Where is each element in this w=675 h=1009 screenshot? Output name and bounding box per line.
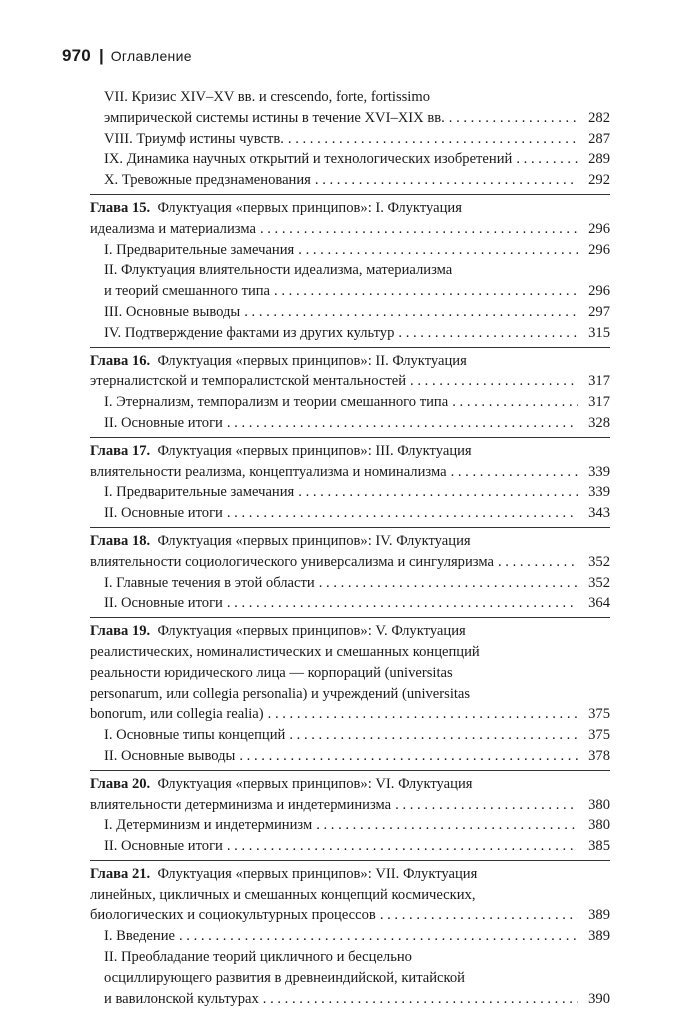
dot-leader [244,302,578,323]
dot-leader [179,926,578,947]
toc-entry-text: VII. Кризис XIV–XV вв. и crescendo, forte, fortissimo [104,89,431,105]
toc-entry-text: Флуктуация «первых принципов»: V. Флуктуация [157,623,466,640]
dot-leader [227,593,578,614]
toc-entry-line [90,441,610,462]
toc-entry-text: этерналистской и темпоралистской ментальностей [90,373,407,390]
toc-chapter-entry[interactable] [90,527,610,573]
toc-entry-text: влиятельности детерминизма и индетерминизма [90,796,392,813]
toc-entry-last-line [104,149,610,170]
toc-chapter-entry[interactable] [90,194,610,240]
toc-entry-last-line [104,746,610,767]
toc-section-entry[interactable] [90,170,610,191]
toc-page-number[interactable]: 352 [588,574,610,591]
toc-entry-last-line [104,323,610,344]
toc-entry-last-line [104,815,610,836]
toc-entry-text: Флуктуация «первых принципов»: IV. Флуктуация [157,532,471,549]
toc-page-number[interactable]: 296 [588,283,610,300]
toc-entry-text: III. Основные выводы [104,303,241,320]
chapter-label: Глава 15. [90,199,151,216]
toc-entry-text: осциллирующего развития в древнеиндийской, китайской [104,969,465,986]
toc-section-entry[interactable] [90,129,610,150]
toc-section-entry[interactable] [90,573,610,594]
toc-entry-last-line [104,503,610,524]
toc-section-entry[interactable] [90,240,610,261]
toc-entry-last-line [104,129,610,150]
toc-entry-text: I. Основные типы концепций [104,727,286,744]
toc-chapter-entry[interactable] [90,617,610,725]
toc-entry-text: IV. Подтверждение фактами из других культур [104,324,395,341]
dot-leader [315,170,578,191]
dot-leader [452,392,578,413]
toc-entry-text: влиятельности реализма, концептуализма и номинализма [90,463,447,480]
toc-entry-text: VIII. Триумф истины чувств. [104,130,284,147]
toc-entry-last-line [90,905,610,926]
toc-entry-line [90,531,610,552]
dot-leader [298,240,578,261]
chapter-label: Глава 20. [90,775,151,792]
toc-entry-last-line [90,371,610,392]
toc-page-number[interactable]: 385 [588,838,610,855]
toc-entry-last-line [104,573,610,594]
toc-entry-text: II. Преобладание теорий цикличного и бесцельно [104,949,412,966]
toc-entry-text: линейных, цикличных и смешанных концепций космических, [90,886,476,903]
toc-section-entry[interactable] [90,815,610,836]
toc-entry-line [90,774,610,795]
toc-entry-text: personarum, или collegia personalia) и учреждений (universitas [90,685,471,702]
toc-entry-text: IX. Динамика научных открытий и технологических изобретений [104,151,513,168]
toc-entry-last-line [104,836,610,857]
dot-leader [410,371,578,392]
toc-entry-line [104,947,610,968]
dot-leader [451,462,578,483]
toc-page-number[interactable]: 375 [588,706,610,723]
toc-section-entry[interactable] [90,149,610,170]
toc-entry-text: влиятельности социологического универсализма и сингуляризма [90,553,494,570]
toc-entry-last-line [90,552,610,573]
dot-leader [274,281,578,302]
dot-leader [227,503,578,524]
dot-leader [380,905,578,926]
dot-leader [316,815,578,836]
toc-section-entry[interactable] [90,836,610,857]
toc-section-entry[interactable] [90,392,610,413]
toc-page-number[interactable]: 389 [588,907,610,924]
dot-leader [319,573,578,594]
toc-entry-last-line [90,219,610,240]
header-separator: | [98,46,104,65]
toc-section-entry[interactable] [90,87,610,129]
toc-chapter-entry[interactable] [90,860,610,926]
dot-leader [298,482,578,503]
page-number: 970 [62,46,91,65]
toc-entry-line [104,87,610,108]
dot-leader [263,989,578,1009]
toc-page-number[interactable]: 380 [588,817,610,834]
running-header [62,46,192,70]
toc-page-number[interactable]: 287 [588,130,610,147]
toc-entry-line [90,198,610,219]
toc-page-number[interactable]: 378 [588,747,610,764]
toc-page-number[interactable]: 282 [588,109,610,126]
toc-page-number[interactable]: 375 [588,727,610,744]
toc-entry-line [104,260,610,281]
toc-entry-line [90,684,610,705]
toc-entry-text: Флуктуация «первых принципов»: II. Флуктуация [157,352,467,369]
toc-entry-last-line [104,302,610,323]
toc-entry-last-line [90,795,610,816]
toc-entry-line [90,663,610,684]
toc-chapter-entry[interactable] [90,437,610,483]
toc-chapter-entry[interactable] [90,347,610,393]
toc-chapter-entry[interactable] [90,770,610,816]
toc-entry-text: II. Флуктуация влиятельности идеализма, материализма [104,262,453,279]
toc-entry-text: II. Основные итоги [104,838,223,855]
toc-page-number[interactable]: 296 [588,241,610,258]
toc-page-number[interactable]: 343 [588,505,610,522]
toc-entry-last-line [104,281,610,302]
chapter-label: Глава 21. [90,865,151,882]
toc-entry-text: II. Основные итоги [104,595,223,612]
toc-entry-last-line [104,593,610,614]
toc-entry-text: биологических и социокультурных процессов [90,907,376,924]
toc-page-number[interactable]: 352 [588,553,610,570]
chapter-label: Глава 19. [90,623,151,640]
toc-entry-text: Флуктуация «первых принципов»: III. Флуктуация [157,442,472,459]
toc-page-number[interactable]: 289 [588,151,610,168]
toc-entry-text: I. Предварительные замечания [104,484,295,501]
toc-entry-text: Флуктуация «первых принципов»: I. Флуктуация [157,199,462,216]
dot-leader [260,219,578,240]
toc-page-number[interactable]: 297 [588,303,610,320]
toc-entry-last-line [104,170,610,191]
toc-section-entry[interactable] [90,302,610,323]
toc-page-number[interactable]: 364 [588,595,610,612]
toc-entry-last-line [104,413,610,434]
dot-leader [498,552,578,573]
toc-entry-line [90,885,610,906]
dot-leader [227,413,578,434]
dot-leader [288,129,578,150]
toc-entry-text: реалистических, номиналистических и смешанных концепций [90,643,480,660]
chapter-label: Глава 18. [90,532,151,549]
toc-section-entry[interactable] [90,482,610,503]
running-title: Оглавление [110,48,192,64]
toc-page-number[interactable]: 315 [588,324,610,341]
toc-entry-last-line [90,704,610,725]
toc-entry-text: I. Предварительные замечания [104,241,295,258]
toc-entry-text: эмпирической системы истины в течение XVI–XIX вв. [104,109,445,126]
toc-section-entry[interactable] [90,746,610,767]
toc-entry-text: Флуктуация «первых принципов»: VII. Флуктуация [157,865,478,882]
toc-section-entry[interactable] [90,323,610,344]
toc-entry-last-line [104,392,610,413]
toc-page-number[interactable]: 339 [588,463,610,480]
toc-section-entry[interactable] [90,260,610,302]
toc-entry-last-line [104,108,610,129]
toc-entry-last-line [104,482,610,503]
toc-entry-last-line [104,725,610,746]
toc-page-number[interactable]: 296 [588,220,610,237]
dot-leader [449,108,578,129]
toc-entry-line [104,968,610,989]
dot-leader [395,795,578,816]
toc-section-entry[interactable] [90,926,610,947]
toc-entry-text: X. Тревожные предзнаменования [104,172,311,189]
toc-page-number[interactable]: 339 [588,484,610,501]
toc-entry-text: идеализма и материализма [90,220,256,237]
toc-entry-last-line [104,240,610,261]
toc-section-entry[interactable] [90,593,610,614]
toc-entry-line [90,642,610,663]
toc-page-number[interactable]: 317 [588,373,610,390]
chapter-label: Глава 16. [90,352,151,369]
toc-entry-text: и теорий смешанного типа [104,283,271,300]
toc-entry-last-line [90,462,610,483]
toc-section-entry[interactable] [90,503,610,524]
toc-entry-text: I. Введение [104,928,175,945]
toc-page-number[interactable]: 292 [588,172,610,189]
dot-leader [268,704,578,725]
toc-entry-last-line [104,926,610,947]
chapter-label: Глава 17. [90,442,151,459]
toc-entry-line [90,351,610,372]
toc-page-number[interactable]: 380 [588,796,610,813]
dot-leader [398,323,578,344]
toc-section-entry[interactable] [90,413,610,434]
toc-page-number[interactable]: 390 [588,990,610,1007]
toc-page-number[interactable]: 389 [588,928,610,945]
dot-leader [227,836,578,857]
toc-page-number[interactable]: 328 [588,414,610,431]
toc-entry-text: bonorum, или collegia realia) [90,706,264,723]
toc-entry-text: Флуктуация «первых принципов»: VI. Флуктуация [157,775,473,792]
toc-entry-text: II. Основные итоги [104,505,223,522]
toc-entry-text: реальности юридического лица — корпораций (universitas [90,664,453,681]
toc-entry-text: и вавилонской культурах [104,990,259,1007]
toc-entry-line [90,864,610,885]
toc-entry-text: I. Главные течения в этой области [104,574,315,591]
toc-entry-text: II. Основные итоги [104,414,223,431]
toc-section-entry[interactable] [90,725,610,746]
toc-entry-line [90,621,610,642]
table-of-contents [90,87,610,1009]
dot-leader [289,725,578,746]
toc-entry-last-line [104,989,610,1009]
toc-entry-text: II. Основные выводы [104,747,236,764]
toc-entry-text: I. Детерминизм и индетерминизм [104,817,313,834]
toc-entry-text: I. Этернализм, темпорализм и теории смешанного типа [104,394,449,411]
dot-leader [516,149,578,170]
toc-page-number[interactable]: 317 [588,394,610,411]
dot-leader [239,746,578,767]
